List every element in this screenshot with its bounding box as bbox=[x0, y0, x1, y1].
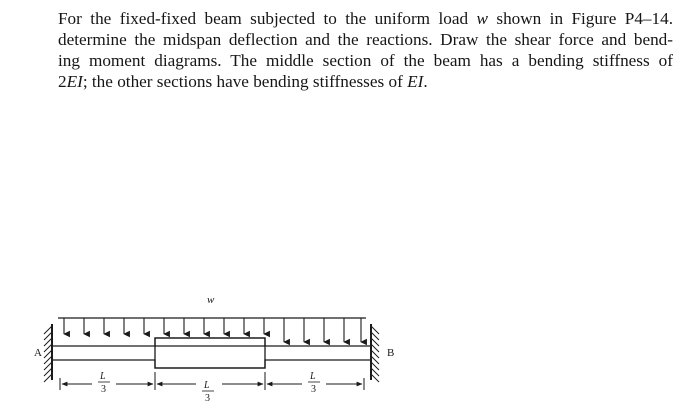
beam-middle-section bbox=[155, 338, 265, 368]
segment-label-1 bbox=[98, 371, 110, 395]
segment-label-3 bbox=[308, 371, 320, 395]
stiffness-symbol-ei: EI bbox=[66, 72, 83, 91]
text-segment: ; the other sections have bending stiffnesses of bbox=[82, 72, 408, 91]
text-segment: shown in Figure P4–14. bbox=[487, 9, 673, 28]
beam-figure bbox=[0, 280, 700, 413]
text-segment: 2 bbox=[58, 72, 67, 91]
problem-line-2: determine the midspan deflection and the reactions. Draw the shear force and bend- bbox=[58, 30, 673, 49]
load-label: w bbox=[207, 294, 215, 306]
svg-text:L: L bbox=[204, 380, 210, 391]
svg-text:3: 3 bbox=[311, 384, 316, 395]
beam bbox=[52, 338, 371, 368]
svg-text:3: 3 bbox=[205, 393, 210, 404]
svg-text:L: L bbox=[100, 371, 106, 382]
fixed-support-left bbox=[44, 324, 52, 382]
support-label-b: B bbox=[387, 347, 395, 359]
svg-text:3: 3 bbox=[101, 384, 106, 395]
problem-line-1 bbox=[58, 8, 673, 29]
text-segment: . bbox=[423, 72, 428, 91]
problem-line-4 bbox=[58, 71, 673, 92]
support-label-a: A bbox=[34, 347, 42, 359]
load-symbol-w: w bbox=[476, 9, 488, 28]
problem-statement bbox=[58, 8, 673, 92]
fixed-support-right bbox=[371, 324, 379, 382]
stiffness-symbol-ei: EI bbox=[407, 72, 424, 91]
text-segment: For the fixed-fixed beam subjected to the uniform load bbox=[58, 9, 477, 28]
problem-line-3: ing moment diagrams. The middle section of the beam has a bending stiffness of bbox=[58, 51, 673, 70]
svg-text:L: L bbox=[310, 371, 316, 382]
segment-label-2 bbox=[202, 380, 214, 404]
